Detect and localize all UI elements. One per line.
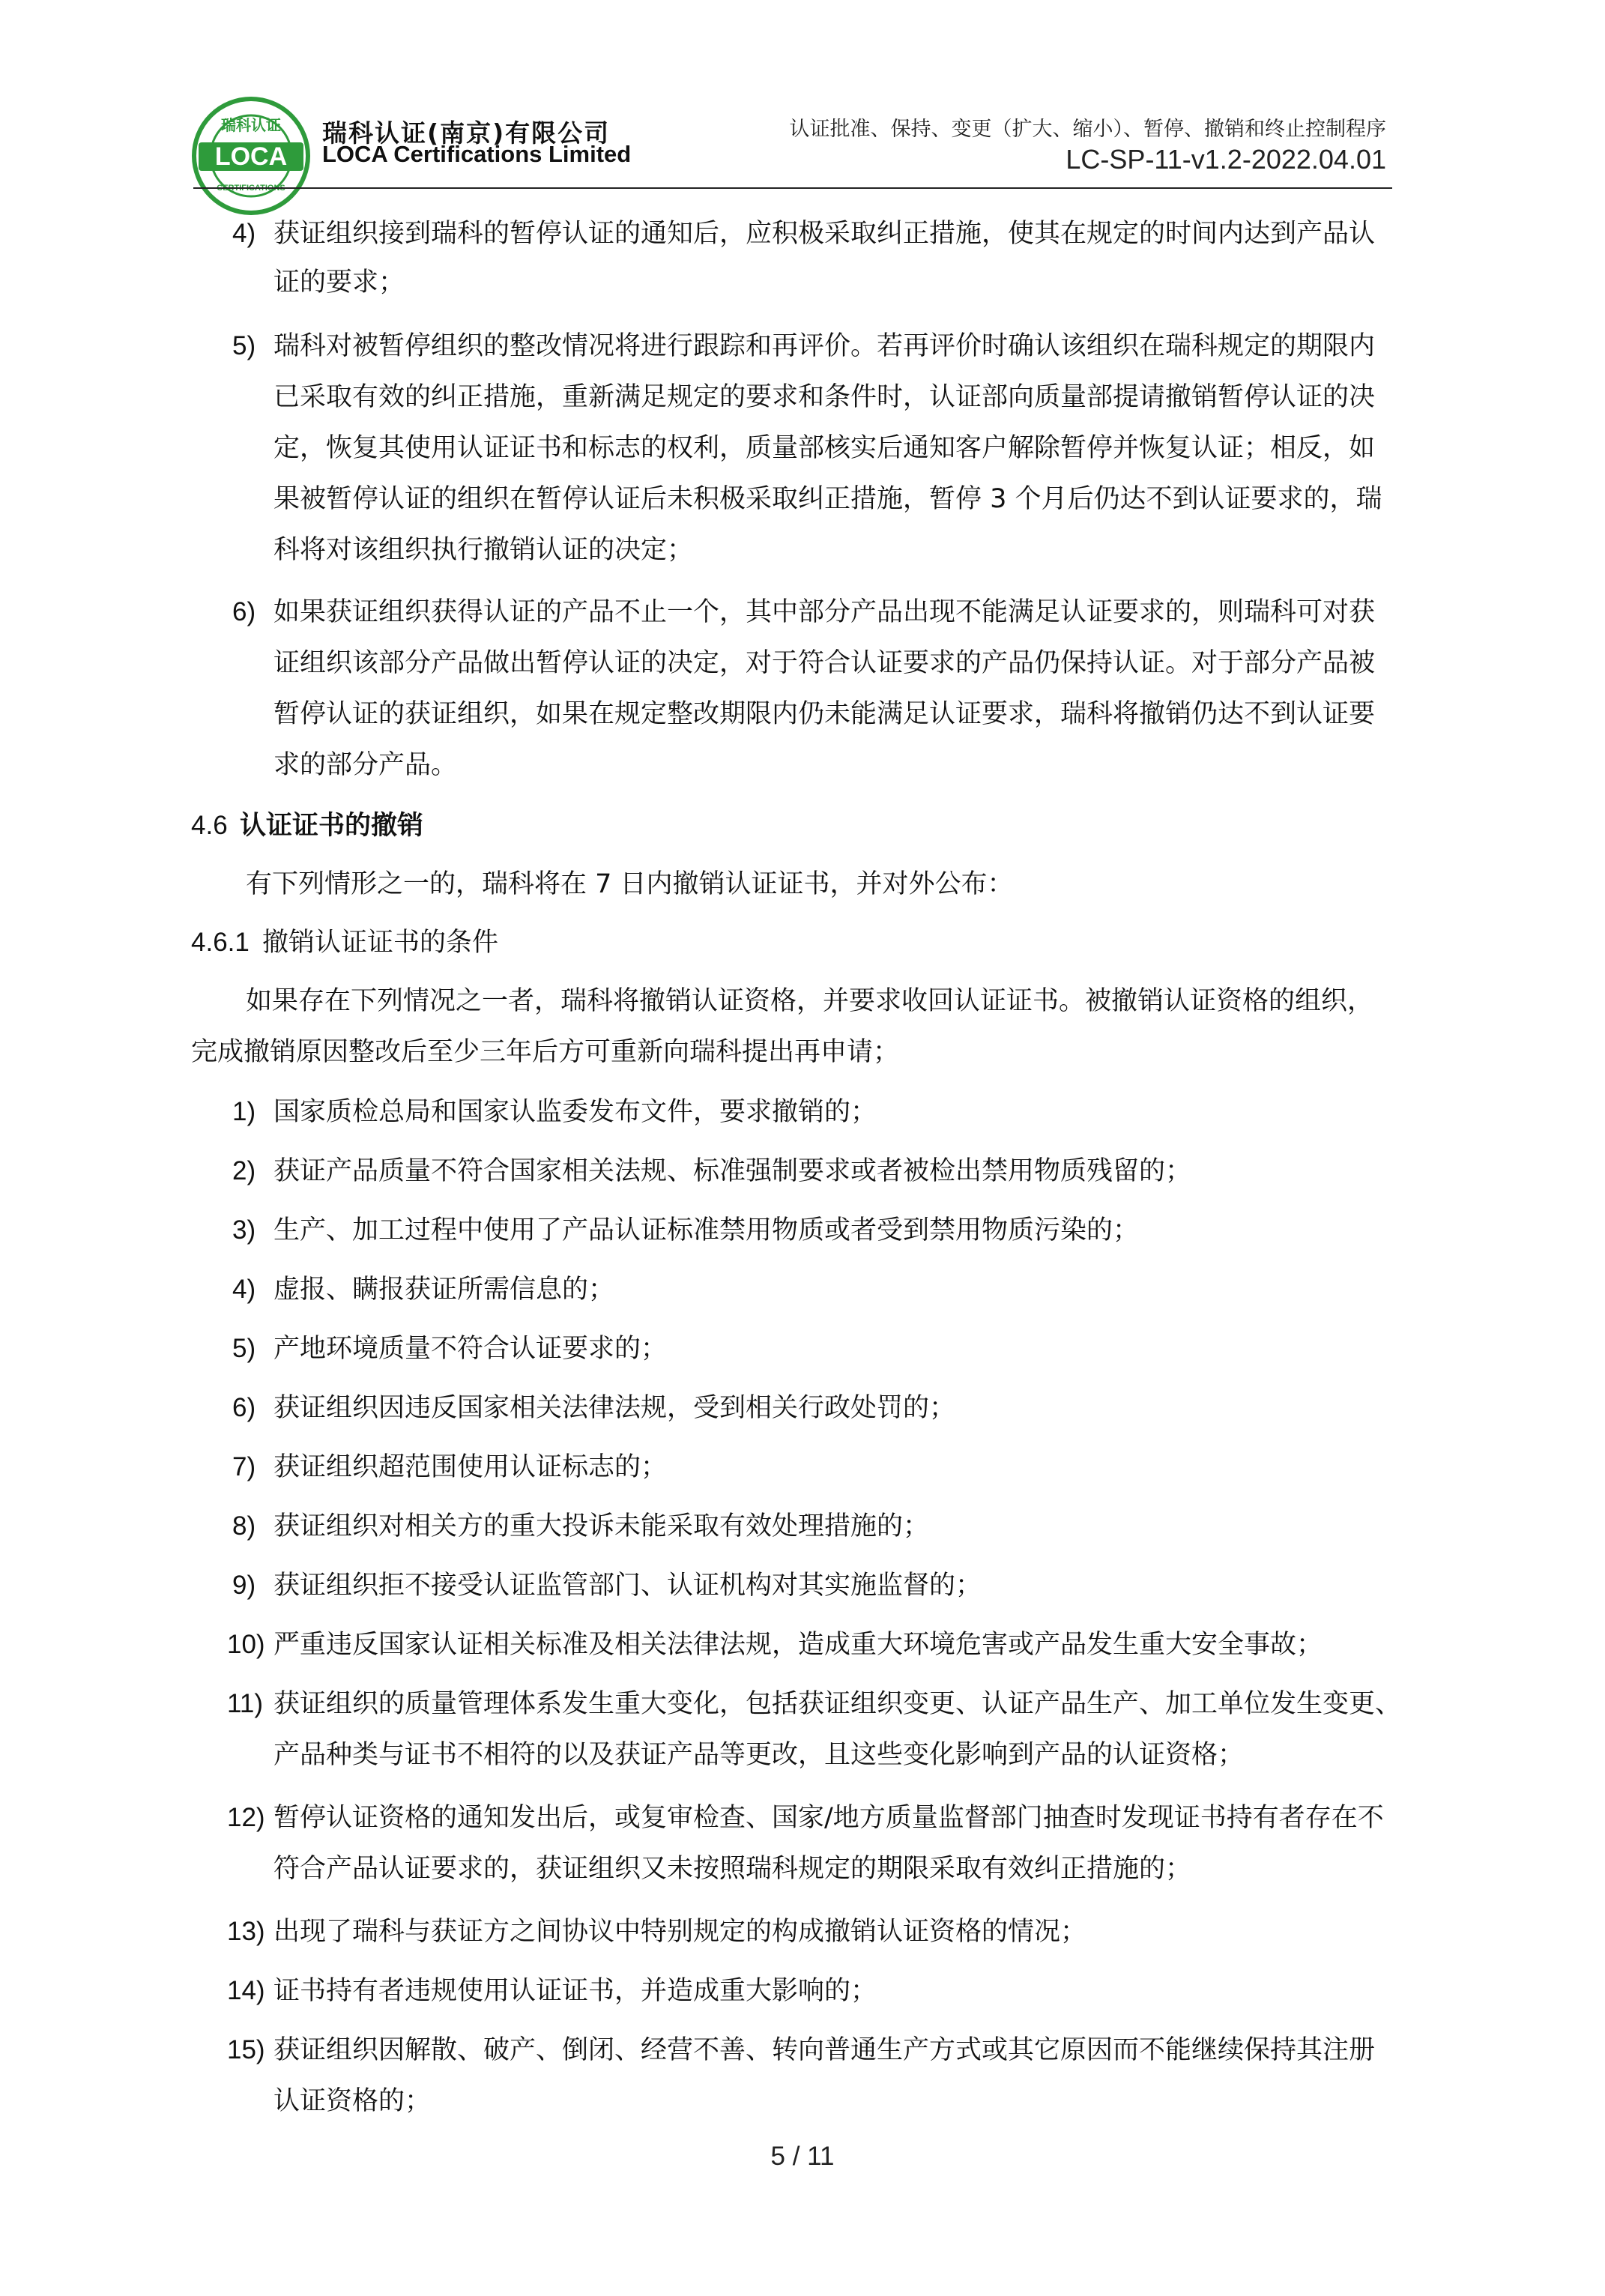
condition-number: 1) xyxy=(232,1097,256,1126)
page-number: 5 / 11 xyxy=(770,2142,835,2171)
condition-text: 获证组织超范围使用认证标志的； xyxy=(273,1452,668,1482)
condition-text: 严重违反国家认证相关标准及相关法律法规，造成重大环境危害或产品发生重大安全事故； xyxy=(273,1630,1323,1660)
company-name-en: LOCA Certifications Limited xyxy=(322,141,632,167)
condition-text: 获证产品质量不符合国家相关法规、标准强制要求或者被检出禁用物质残留的； xyxy=(273,1156,1192,1186)
condition-text: 符合产品认证要求的，获证组织又未按照瑞科规定的期限采取有效纠正措施的； xyxy=(273,1854,1192,1884)
list-item-text: 瑞科对被暂停组织的整改情况将进行跟踪和再评价。若再评价时确认该组织在瑞科规定的期限内 xyxy=(273,331,1376,361)
condition-text: 暂停认证资格的通知发出后，或复审检查、国家/地方质量监督部门抽查时发现证书持有者存在不 xyxy=(273,1803,1384,1833)
condition-text: 获证组织因违反国家相关法律法规，受到相关行政处罚的； xyxy=(273,1393,956,1423)
condition-text: 证书持有者违规使用认证证书，并造成重大影响的； xyxy=(273,1976,877,2006)
condition-text: 获证组织对相关方的重大投诉未能采取有效处理措施的； xyxy=(273,1511,930,1541)
list-item-text: 已采取有效的纠正措施，重新满足规定的要求和条件时，认证部向质量部提请撤销暂停认证的决 xyxy=(273,382,1376,412)
condition-number: 7) xyxy=(232,1452,256,1481)
condition-number: 9) xyxy=(232,1571,256,1600)
condition-number: 11) xyxy=(227,1689,263,1718)
loca-logo xyxy=(191,96,311,216)
section-number: 4.6 xyxy=(191,811,228,840)
list-item-text: 科将对该组织执行撤销认证的决定； xyxy=(273,535,694,565)
subsection-intro: 如果存在下列情况之一者，瑞科将撤销认证资格，并要求收回认证证书。被撤销认证资格的组织， xyxy=(246,986,1374,1016)
condition-number: 2) xyxy=(232,1156,256,1185)
condition-number: 15) xyxy=(227,2035,265,2064)
condition-number: 8) xyxy=(232,1511,256,1541)
header-divider xyxy=(193,187,1392,189)
subsection-number: 4.6.1 xyxy=(191,928,250,957)
list-item-number: 6) xyxy=(232,597,256,626)
condition-text: 国家质检总局和国家认监委发布文件，要求撤销的； xyxy=(273,1097,877,1127)
condition-text: 虚报、瞒报获证所需信息的； xyxy=(273,1275,615,1305)
condition-text: 获证组织的质量管理体系发生重大变化，包括获证组织变更、认证产品生产、加工单位发生变更、 xyxy=(273,1689,1402,1719)
subsection-intro: 完成撤销原因整改后至少三年后方可重新向瑞科提出再申请； xyxy=(191,1037,900,1067)
list-item-text: 暂停认证的获证组织，如果在规定整改期限内仍未能满足认证要求，瑞科将撤销仍达不到认证要 xyxy=(273,699,1376,729)
condition-number: 13) xyxy=(227,1917,265,1946)
condition-text: 获证组织拒不接受认证监管部门、认证机构对其实施监督的； xyxy=(273,1571,982,1601)
svg-text:LOCA: LOCA xyxy=(214,142,288,171)
section-intro: 有下列情形之一的，瑞科将在 7 日内撤销认证证书，并对外公布： xyxy=(246,869,1014,899)
condition-text: 生产、加工过程中使用了产品认证标准禁用物质或者受到禁用物质污染的； xyxy=(273,1215,1140,1245)
condition-number: 3) xyxy=(232,1215,256,1245)
list-item-text: 求的部分产品。 xyxy=(273,750,458,780)
condition-number: 5) xyxy=(232,1334,256,1363)
list-item-text: 证的要求； xyxy=(273,268,405,297)
condition-number: 10) xyxy=(227,1630,265,1659)
condition-text: 认证资格的； xyxy=(273,2086,432,2116)
condition-text: 产品种类与证书不相符的以及获证产品等更改，且这些变化影响到产品的认证资格； xyxy=(273,1740,1245,1770)
document-title: 认证批准、保持、变更（扩大、缩小）、暂停、撤销和终止控制程序 xyxy=(789,118,1386,141)
list-item-text: 获证组织接到瑞科的暂停认证的通知后，应积极采取纠正措施，使其在规定的时间内达到产品认 xyxy=(273,219,1376,249)
list-item-text: 如果获证组织获得认证的产品不止一个，其中部分产品出现不能满足认证要求的，则瑞科可对获 xyxy=(273,597,1376,627)
list-item-text: 定，恢复其使用认证证书和标志的权利，质量部核实后通知客户解除暂停并恢复认证；相反，如 xyxy=(273,433,1376,463)
document-code: LC-SP-11-v1.2-2022.04.01 xyxy=(1066,144,1386,175)
list-item-number: 5) xyxy=(232,331,256,360)
subsection-title: 撤销认证证书的条件 xyxy=(262,928,499,958)
list-item-text: 证组织该部分产品做出暂停认证的决定，对于符合认证要求的产品仍保持认证。对于部分产品被 xyxy=(273,648,1376,678)
list-item-number: 4) xyxy=(232,219,256,248)
condition-number: 14) xyxy=(227,1976,265,2005)
svg-text:瑞科认证: 瑞科认证 xyxy=(221,116,281,134)
page-header xyxy=(0,0,1605,196)
svg-text:CERTIFICATIONS: CERTIFICATIONS xyxy=(217,184,285,193)
condition-text: 获证组织因解散、破产、倒闭、经营不善、转向普通生产方式或其它原因而不能继续保持其注册 xyxy=(273,2035,1376,2065)
condition-number: 12) xyxy=(227,1803,265,1832)
section-title: 认证证书的撤销 xyxy=(240,811,424,841)
condition-number: 4) xyxy=(232,1275,256,1304)
condition-number: 6) xyxy=(232,1393,256,1422)
company-name-cn: 瑞科认证(南京)有限公司 xyxy=(322,118,611,148)
condition-text: 出现了瑞科与获证方之间协议中特别规定的构成撤销认证资格的情况； xyxy=(273,1917,1087,1947)
condition-text: 产地环境质量不符合认证要求的； xyxy=(273,1334,668,1364)
list-item-text: 果被暂停认证的组织在暂停认证后未积极采取纠正措施，暂停 3 个月后仍达不到认证要求的，瑞 xyxy=(273,484,1382,514)
